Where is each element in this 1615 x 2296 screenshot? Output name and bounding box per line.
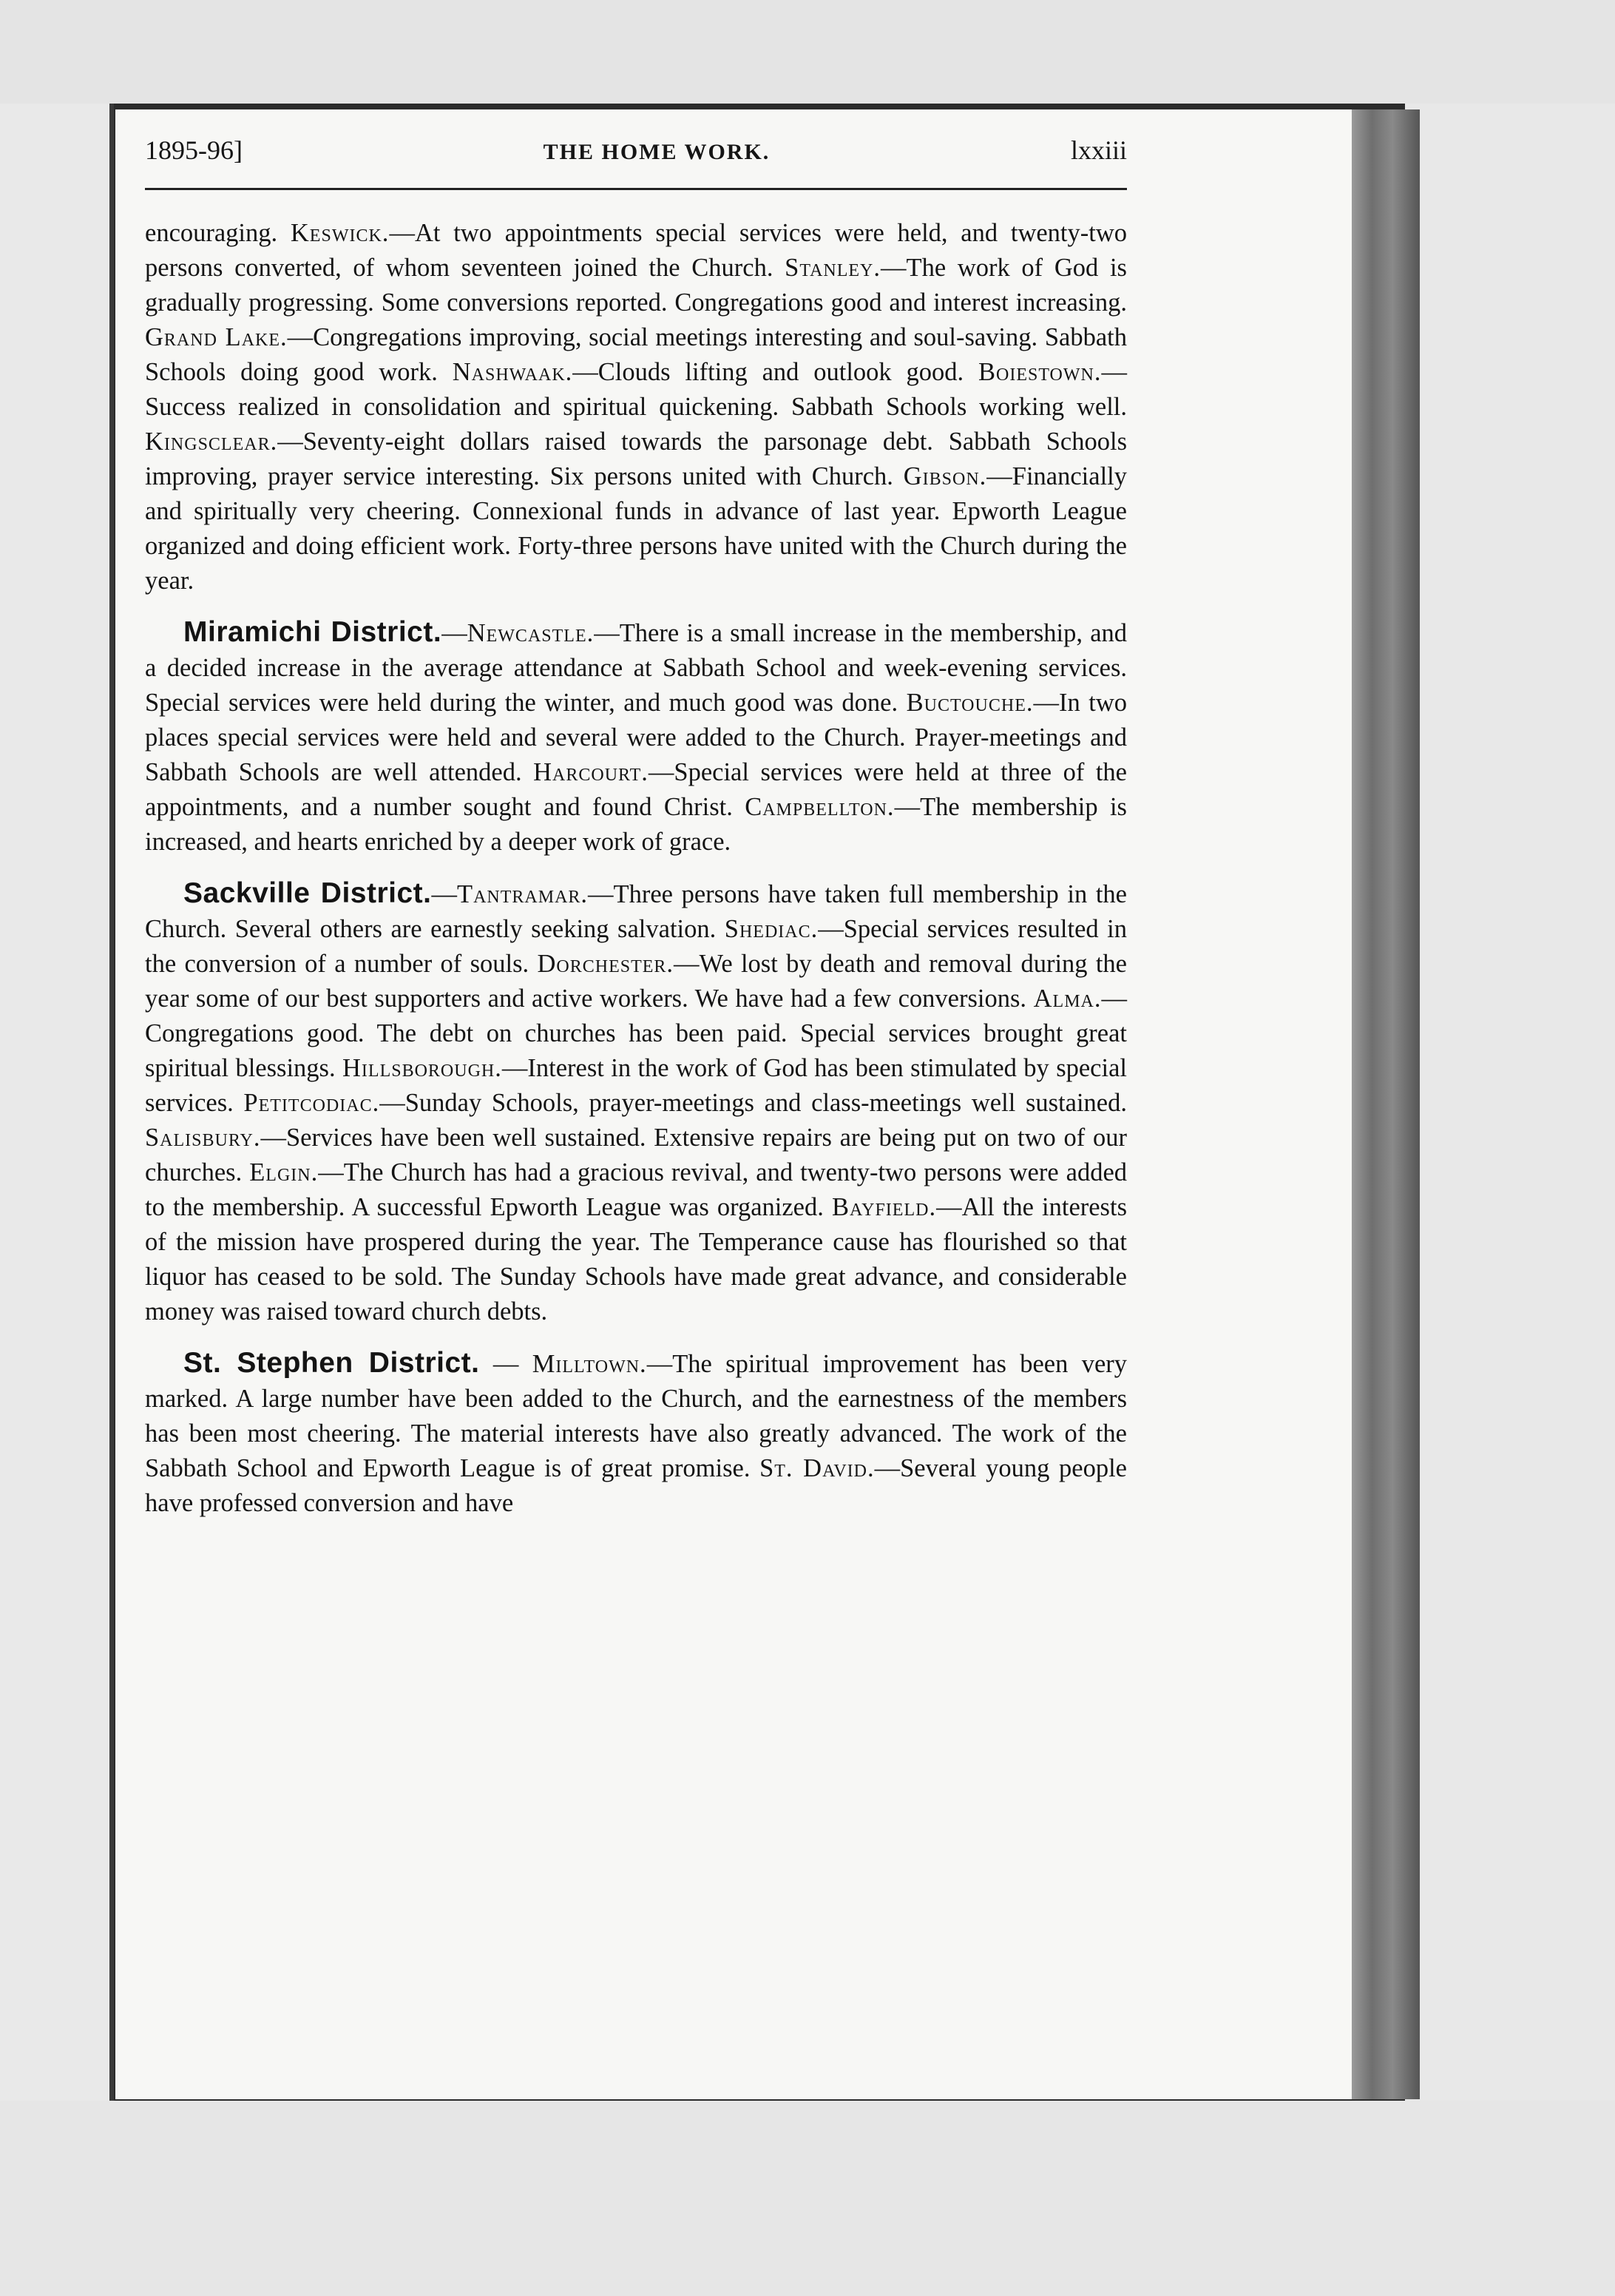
district-heading: Miramichi District. <box>183 616 442 648</box>
body-text: —The spiritual improvement has been very marked. A large number have been added to the Church, and the earnestness of the members has been most cheering. The material interests have also greatly advanced. The work of the Sabbath School and Epworth League is of great promise. <box>145 1350 1128 1482</box>
body-text: encouraging. <box>145 219 291 247</box>
circuit-name: Shediac. <box>724 915 819 943</box>
district-heading: St. Stephen District. <box>183 1347 480 1379</box>
circuit-name: Salisbury. <box>145 1124 261 1152</box>
body-text: —Seventy-eight dollars raised towards the parsonage debt. Sabbath Schools improving, prayer service interesting. Six persons united with Church. <box>145 428 1127 490</box>
circuit-name: Keswick. <box>290 219 390 247</box>
body-text: —Several young people have professed conversion and have <box>145 1454 1127 1517</box>
circuit-name: Stanley. <box>785 254 881 282</box>
circuit-name: Elgin. <box>249 1158 319 1186</box>
circuit-name: Alma. <box>1033 985 1102 1013</box>
circuit-name: Milltown. <box>532 1350 647 1378</box>
body-text: —There is a small increase in the membership, and a decided increase in the average attendance at Sabbath School and week-evening services. Special services were held during the winter, and much good was done. <box>145 619 1128 717</box>
circuit-name: Boiestown. <box>978 358 1102 386</box>
circuit-name: Petitcodiac. <box>243 1089 380 1117</box>
body-text: —The Church has had a gracious revival, and twenty-two persons were added to the membership. A successful Epworth League was organized. <box>145 1158 1128 1221</box>
body-text: —We lost by death and removal during the year some of our best supporters and active workers. We have had a few conversions. <box>145 950 1127 1013</box>
header-page-number: lxxiii <box>1070 135 1127 165</box>
circuit-name: Gibson. <box>903 462 987 490</box>
circuit-name: Newcastle. <box>467 619 595 647</box>
body-text: —At two appointments special services were held, and twenty-two persons converted, of whom seventeen joined the Church. <box>145 219 1127 282</box>
header-title: THE HOME WORK. <box>543 140 771 164</box>
facing-page-edge <box>0 104 114 2101</box>
scan-background-top <box>0 0 1615 104</box>
scan-background-right <box>1405 104 1615 2101</box>
running-header <box>145 135 1127 176</box>
circuit-name: Kingsclear. <box>145 428 278 456</box>
body-text: —Special services resulted in the conversion of a number of souls. <box>145 915 1127 978</box>
circuit-name: Bayfield. <box>831 1193 937 1221</box>
circuit-name: Grand Lake. <box>145 323 288 351</box>
body-text: —The work of God is gradually progressing. Some conversions reported. Congregations good and interest increasing. <box>145 254 1127 317</box>
page-body-text <box>145 216 1127 1537</box>
body-text: — <box>441 619 467 647</box>
body-text: —In two places special services were held and several were added to the Church. Prayer-meetings and Sabbath Schools are well attended. <box>145 689 1127 786</box>
body-text: —Sunday Schools, prayer-meetings and class-meetings well sustained. <box>379 1089 1127 1117</box>
circuit-name: Dorchester. <box>537 950 674 978</box>
circuit-name: Campbellton. <box>745 793 895 821</box>
circuit-name: Nashwaak. <box>452 358 573 386</box>
district-paragraph <box>145 615 1127 860</box>
body-text: —Three persons have taken full membership in the Church. Several others are earnestly seeking salvation. <box>145 880 1127 943</box>
book-page-edges <box>1352 109 1420 2099</box>
body-text: —Services have been well sustained. Extensive repairs are being put on two of our churches. <box>145 1124 1127 1186</box>
header-year: 1895-96] <box>145 135 243 165</box>
body-text: —Interest in the work of God has been stimulated by special services. <box>145 1054 1127 1117</box>
body-text: —Clouds lifting and outlook good. <box>572 358 978 386</box>
paragraph-continued <box>145 216 1127 598</box>
circuit-name: St. David. <box>759 1454 875 1482</box>
body-text: — <box>431 880 457 908</box>
body-text: —Special services were held at three of the appointments, and a number sought and found Christ. <box>145 758 1127 821</box>
body-text: —All the interests of the mission have prospered during the year. The Temperance cause has flourished so that liquor has ceased to be sold. The Sunday Schools have made great advance, and considerable money was raised toward church debts. <box>145 1193 1127 1326</box>
body-text: — <box>479 1350 532 1378</box>
circuit-name: Tantramar. <box>457 880 589 908</box>
body-text: —Financially and spiritually very cheering. Connexional funds in advance of last year. Epworth League organized and doing efficient work. Forty-three persons have united with the Church during the year. <box>145 462 1127 595</box>
body-text: —Congregations improving, social meetings interesting and soul-saving. Sabbath Schools doing good work. <box>145 323 1127 386</box>
body-text: —The membership is increased, and hearts enriched by a deeper work of grace. <box>145 793 1127 856</box>
circuit-name: Hillsborough. <box>342 1054 502 1082</box>
district-paragraph <box>145 876 1127 1329</box>
body-text: —Congregations good. The debt on churches has been paid. Special services brought great spiritual blessings. <box>145 985 1127 1082</box>
district-paragraph <box>145 1345 1127 1521</box>
scan-background-bottom <box>0 2101 1615 2296</box>
body-text: —Success realized in consolidation and spiritual quickening. Sabbath Schools working well. <box>145 358 1127 421</box>
circuit-name: Harcourt. <box>533 758 649 786</box>
circuit-name: Buctouche. <box>906 689 1034 717</box>
header-rule <box>145 188 1127 190</box>
district-heading: Sackville District. <box>183 877 432 909</box>
